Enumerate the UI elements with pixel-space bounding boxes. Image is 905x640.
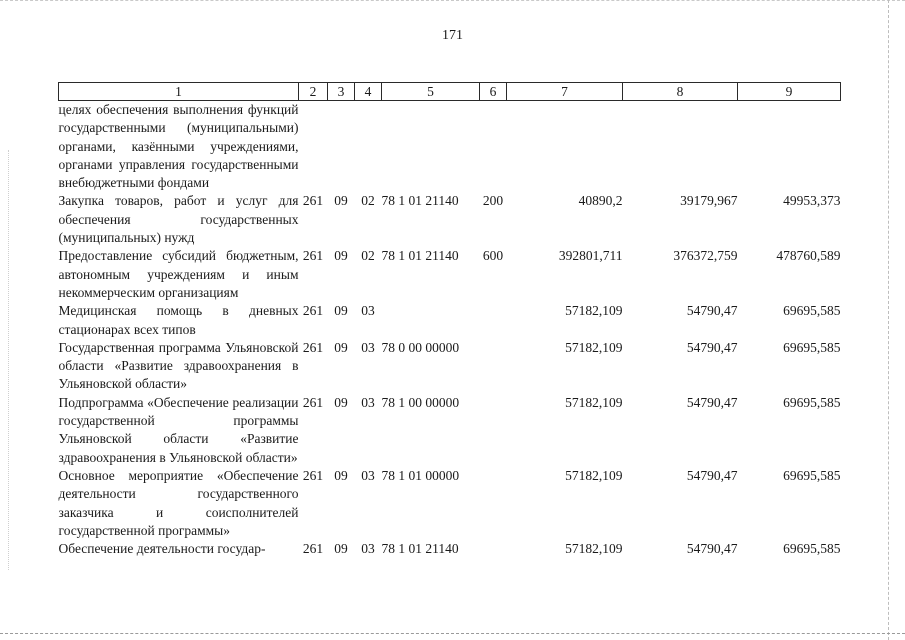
- table-row: [59, 339, 841, 394]
- row-name: Обеспечение деятельности государ-: [58, 541, 266, 557]
- row-name: Государственная программа Ульяновской области «Развитие здравоохранения в Ульяновской области»: [58, 339, 299, 392]
- amount-col8: 54790,47: [686, 394, 738, 410]
- table-row: [59, 467, 841, 540]
- page-number: 171: [442, 28, 463, 43]
- section-code: 09: [334, 394, 348, 410]
- row-name: целях обеспечения выполнения функций государственными (муниципальными) органами, казёнными учреждениями, органами управления государственными внебюджетными фондами: [58, 102, 299, 191]
- column-header: 6: [480, 83, 507, 101]
- amount-col7: [507, 101, 623, 193]
- ministry-code: 261: [302, 467, 324, 483]
- column-header: 7: [507, 83, 623, 101]
- expense-type-code: [480, 540, 507, 558]
- section-code: 09: [334, 303, 348, 319]
- target-code: 78 1 01 21140: [381, 541, 459, 557]
- amount-col8: 54790,47: [686, 339, 738, 355]
- amount-col9: [738, 101, 841, 193]
- column-header: 1: [59, 83, 299, 101]
- subsection-code: 02: [361, 193, 375, 209]
- column-header: 5: [382, 83, 480, 101]
- amount-col7: 40890,2: [578, 193, 623, 209]
- amount-col9: 69695,585: [783, 303, 841, 319]
- amount-col7: 57182,109: [565, 467, 623, 483]
- section-code: 09: [334, 541, 348, 557]
- expense-type-code: [480, 101, 507, 193]
- row-name: Подпрограмма «Обеспечение реализации государственной программы Ульяновской области «Развитие здравоохранения в Ульяновской области»: [58, 394, 299, 465]
- ministry-code: 261: [302, 248, 324, 264]
- subsection-code: 03: [361, 467, 375, 483]
- subsection-code: 03: [361, 394, 375, 410]
- amount-col9: 69695,585: [783, 467, 841, 483]
- scan-edge-right: [888, 0, 890, 640]
- section-code: 09: [334, 339, 348, 355]
- column-header: 3: [328, 83, 355, 101]
- expense-type-code: [480, 302, 507, 339]
- subsection-code: 03: [361, 303, 375, 319]
- table-header-row: [59, 83, 841, 101]
- scan-edge-bottom: [0, 633, 905, 636]
- row-name: Предоставление субсидий бюджетным, автономным учреждениям и иным некоммерческим организациям: [58, 248, 299, 300]
- target-code: 78 1 00 00000: [381, 394, 460, 410]
- amount-col9: 69695,585: [783, 394, 841, 410]
- ministry-code: 261: [302, 339, 324, 355]
- amount-col8: 54790,47: [686, 467, 738, 483]
- column-header: 9: [738, 83, 841, 101]
- target-code: [382, 101, 480, 193]
- ministry-code: 261: [302, 193, 324, 209]
- column-header: 2: [299, 83, 328, 101]
- amount-col9: 69695,585: [783, 339, 841, 355]
- amount-col7: 57182,109: [565, 541, 623, 557]
- target-code: 78 1 01 21140: [381, 193, 459, 209]
- subsection-code: [355, 101, 382, 193]
- amount-col8: 376372,759: [673, 248, 738, 264]
- ministry-code: 261: [302, 394, 324, 410]
- ministry-code: [299, 101, 328, 193]
- scan-edge-left: [8, 150, 10, 570]
- column-header: 8: [623, 83, 738, 101]
- target-code: 78 1 01 21140: [381, 248, 459, 264]
- amount-col9: 69695,585: [783, 541, 841, 557]
- expense-type-code: [480, 467, 507, 540]
- row-name: Закупка товаров, работ и услуг для обеспечения государственных (муниципальных) нужд: [58, 193, 299, 246]
- table-row: [59, 101, 841, 193]
- column-header: 4: [355, 83, 382, 101]
- section-code: 09: [334, 248, 348, 264]
- ministry-code: 261: [302, 541, 324, 557]
- target-code: 78 1 01 00000: [381, 467, 460, 483]
- amount-col9: 478760,589: [776, 248, 841, 264]
- amount-col7: 57182,109: [565, 303, 623, 319]
- amount-col7: 57182,109: [565, 339, 623, 355]
- table-row: [59, 247, 841, 302]
- table-row: [59, 540, 841, 558]
- amount-col9: 49953,373: [783, 193, 841, 209]
- section-code: [328, 101, 355, 193]
- amount-col8: 39179,967: [680, 193, 738, 209]
- amount-col8: 54790,47: [686, 303, 738, 319]
- amount-col7: 57182,109: [565, 394, 623, 410]
- subsection-code: 03: [361, 541, 375, 557]
- section-code: 09: [334, 193, 348, 209]
- expense-type-code: 600: [482, 248, 504, 264]
- scan-edge-top: [0, 0, 905, 4]
- row-name: Медицинская помощь в дневных стационарах всех типов: [58, 303, 299, 337]
- amount-col8: [623, 101, 738, 193]
- row-name: Основное мероприятие «Обеспечение деятельности государственного заказчика и соисполнителей государственной программы»: [58, 467, 299, 538]
- budget-table: [58, 82, 841, 558]
- amount-col7: 392801,711: [558, 248, 623, 264]
- ministry-code: 261: [302, 303, 324, 319]
- expense-type-code: 200: [482, 193, 504, 209]
- expense-type-code: [480, 394, 507, 467]
- subsection-code: 02: [361, 248, 375, 264]
- expense-type-code: [480, 339, 507, 394]
- target-code: [382, 302, 480, 339]
- subsection-code: 03: [361, 339, 375, 355]
- table-row: [59, 394, 841, 467]
- target-code: 78 0 00 00000: [381, 339, 460, 355]
- table-row: [59, 302, 841, 339]
- table-row: [59, 192, 841, 247]
- amount-col8: 54790,47: [686, 541, 738, 557]
- section-code: 09: [334, 467, 348, 483]
